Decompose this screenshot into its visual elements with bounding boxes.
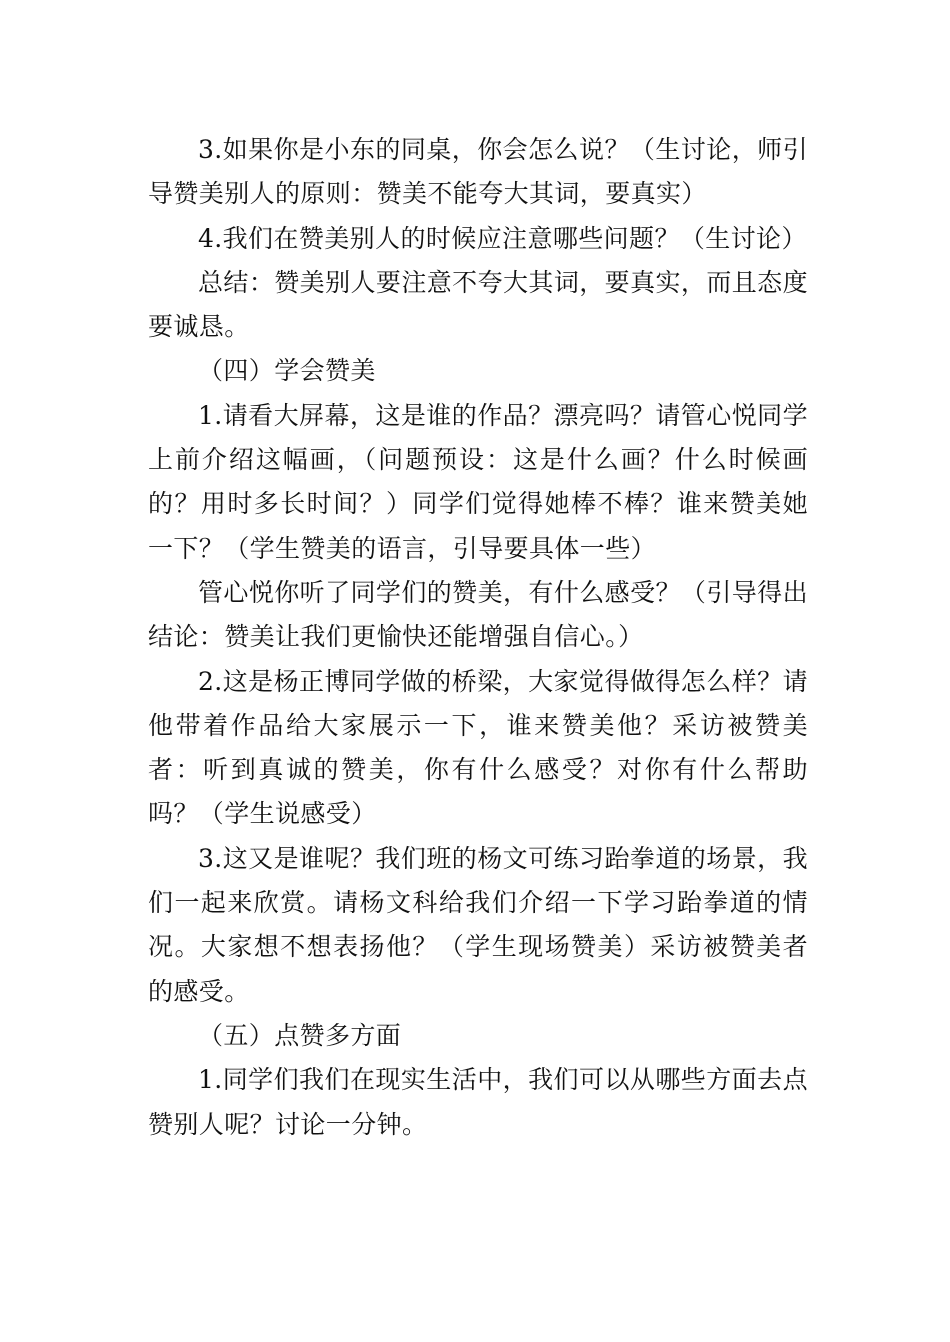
paragraph-q4-attention: 4.我们在赞美别人的时候应注意哪些问题？（生讨论） xyxy=(198,223,807,253)
document-body xyxy=(148,128,808,1147)
paragraph-item-1-artwork: 1.请看大屏幕，这是谁的作品？漂亮吗？请管心悦同学上前介绍这幅画，（问题预设：这是什么画？什么时候画的？用时多长时间？）同学们觉得她棒不棒？谁来赞美她一下？（学生赞美的语言，引导要具体一些） xyxy=(148,400,808,563)
paragraph-summary: 总结：赞美别人要注意不夸大其词，要真实，而且态度要诚恳。 xyxy=(148,267,808,342)
paragraph-feeling: 管心悦你听了同学们的赞美，有什么感受？（引导得出结论：赞美让我们更愉快还能增强自信心。） xyxy=(148,577,808,652)
paragraph-item-3-taekwondo: 3.这又是谁呢？我们班的杨文可练习跆拳道的场景，我们一起来欣赏。请杨文科给我们介绍一下学习跆拳道的情况。大家想不想表扬他？（学生现场赞美）采访被赞美者的感受。 xyxy=(148,843,808,1006)
section-heading-praise-aspects: （五）点赞多方面 xyxy=(198,1020,402,1050)
paragraph-item-2-bridge: 2.这是杨正博同学做的桥梁，大家觉得做得怎么样？请他带着作品给大家展示一下，谁来赞美他？采访被赞美者：听到真诚的赞美，你有什么感受？对你有什么帮助吗？（学生说感受） xyxy=(148,666,808,829)
paragraph-q3-deskmate: 3.如果你是小东的同桌，你会怎么说？（生讨论，师引导赞美别人的原则：赞美不能夸大其词，要真实） xyxy=(148,135,808,209)
section-heading-learn-praise: （四）学会赞美 xyxy=(198,356,376,386)
paragraph-item-1-discussion: 1.同学们我们在现实生活中，我们可以从哪些方面去点赞别人呢？讨论一分钟。 xyxy=(148,1065,808,1139)
